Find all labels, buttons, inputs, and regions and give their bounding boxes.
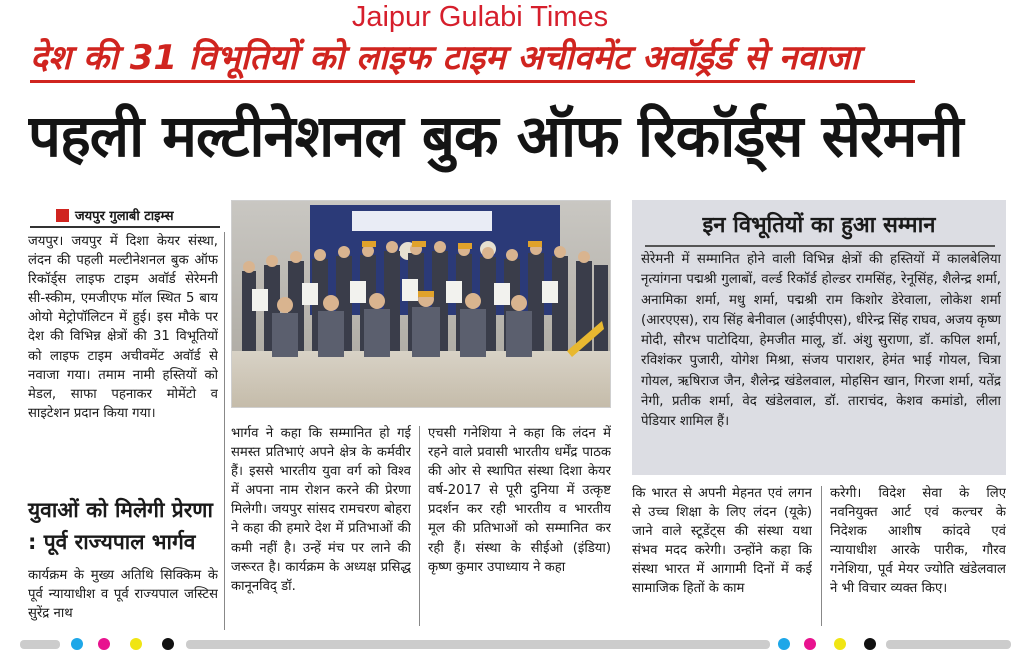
- article-column-left-bottom: [28, 566, 218, 630]
- honorees-box-title: इन विभूतियों का हुआ सम्मान: [702, 213, 936, 238]
- byline-rule: [30, 226, 220, 228]
- column-divider: [419, 426, 420, 626]
- print-registration-bar: [20, 630, 1011, 659]
- article-column-right-2: [830, 484, 1006, 630]
- byline: [56, 204, 174, 226]
- article-paragraph: कि भारत से अपनी मेहनत एवं लगन से उच्च शिक्षा के लिए लंदन (यूके) जाने वाले स्टूडेंट्स की संस्था यथा संभव मदद करेगी। उन्होंने कहा कि संस्था भारत में आगामी दिनों में कई सामाजिक हितों के काम: [632, 486, 812, 597]
- ceremony-photo-illustration: [232, 201, 611, 408]
- main-headline: पहली मल्टीनेशनल बुक ऑफ रिकॉर्ड्स सेरेमनी: [28, 102, 963, 170]
- article-paragraph: करेगी। विदेश सेवा के लिए नवनियुक्त आर्ट एवं कल्चर के निदेशक आशीष कांदवे एवं न्यायाधीश आरके पारीक, गौरव गनेशिया, पूर्व मेयर ज्योति खंडेलवाल ने भी विचार व्यक्त किए।: [830, 486, 1006, 597]
- registration-marks-icon: [20, 630, 1011, 659]
- column-divider: [224, 232, 225, 630]
- honorees-box-rule: [645, 245, 995, 247]
- article-column-right-1: [632, 484, 812, 630]
- article-paragraph: एचसी गनेशिया ने कहा कि लंदन में रहने वाले प्रवासी भारतीय धर्मेंद्र पाठक की ओर से स्थापित संस्था दिशा केयर वर्ष-2017 से पूरी दुनिया में उत्कृष्ट प्रदर्शन कर रही भारतीय व भारतीय मूल की प्रतिभाओं को सम्मानित कर रही हैं। संस्था के सीईओ (इंडिया) कृष्ण कुमार उपाध्याय ने कहा: [428, 426, 611, 575]
- byline-text: जयपुर गुलाबी टाइम्स: [75, 209, 174, 224]
- article-paragraph: भार्गव ने कहा कि सम्मानित हो गई समस्त प्रतिभाएं अपने क्षेत्र के कर्मवीर हैं। इससे भारतीय युवा वर्ग को विश्व में अपना नाम रोशन करने की प्रेरणा मिलेगी। जयपुर सांसद रामचरण बोहरा ने कहा की हमारे देश में प्रतिभाओं की कमी नहीं है। उन्हें मंच पर लाने की जरूरत है। कार्यक्रम के अध्यक्ष प्रसिद्ध कानूनविद् डॉ.: [231, 426, 411, 594]
- byline-square-icon: [56, 209, 69, 222]
- article-column-left-top: [28, 232, 218, 494]
- article-column-mid-2: [428, 424, 611, 630]
- article-column-mid-1: [231, 424, 411, 630]
- ceremony-photo: [231, 200, 611, 408]
- masthead-title: Jaipur Gulabi Times: [351, 1, 609, 33]
- article-subhead: युवाओं को मिलेगी प्रेरणा : पूर्व राज्यपाल भार्गव: [28, 498, 213, 554]
- honorees-box-text: [641, 250, 1001, 472]
- article-paragraph: जयपुर। जयपुर में दिशा केयर संस्था, लंदन की पहली मल्टीनेशनल बुक ऑफ रिकॉर्ड्स लाइफ टाइम अवॉर्ड सेरेमनी सी-स्कीम, एमजीएफ मॉल स्थित 5 बाय ओयो मेट्रोपॉलिटन में हुई। इस मौके पर देश की विभिन्न क्षेत्रों की 31 विभूतियों को लाइफ टाइम अचीवमेंट अवॉर्ड से नवाजा गया। तमाम नामी हस्तियों को मेडल, साफा पहनाकर मोमेंटो व साइटेशन प्रदान किया गया।: [28, 234, 218, 421]
- kicker-underline: [30, 80, 915, 83]
- honorees-paragraph: सेरेमनी में सम्मानित होने वाली विभिन्न क्षेत्रों की हस्तियों में कालबेलिया नृत्यांगना पद्मश्री गुलाबों, वर्ल्ड रिकॉर्ड होल्डर रामसिंह, रेनूसिंह, शैलेन्द्र शर्मा, अनामिका शर्मा, मधु शर्मा, पद्मश्री राम किशोर डेरेवाला, लोकेश शर्मा (आरएएस), राय सिंह बेनीवाल (आईपीएस), धीरेन्द्र सिंह राघव, अजय कृष्ण मोदी, सौरभ पाटोदिया, हेमजीत मालू, डॉ. अंशु सुराणा, डॉ. कपिल शर्मा, रविशंकर पुजारी, योगेश मिश्रा, संजय पाराशर, हेमंत भाई गोयल, चित्रा गोयल, ऋषिराज जैन, शैलेन्द्र खंडेलवाल, मोहसिन खान, गिरजा शर्मा, यतेंद्र नेगी, प्रतीक शर्मा, वेद खंडेलवाल, डॉ. ताराचंद, केशव कमांडो, लीला पेडियार शामिल हैं।: [641, 252, 1001, 430]
- kicker-headline: देश की 31 विभूतियों को लाइफ टाइम अचीवमेंट अवॉर्ड्रर्ड से नवाजा: [30, 38, 860, 78]
- column-divider: [821, 486, 822, 626]
- article-paragraph: कार्यक्रम के मुख्य अतिथि सिक्किम के पूर्व न्यायाधीश व पूर्व राज्यपाल जस्टिस सुरेंद्र नाथ: [28, 568, 218, 622]
